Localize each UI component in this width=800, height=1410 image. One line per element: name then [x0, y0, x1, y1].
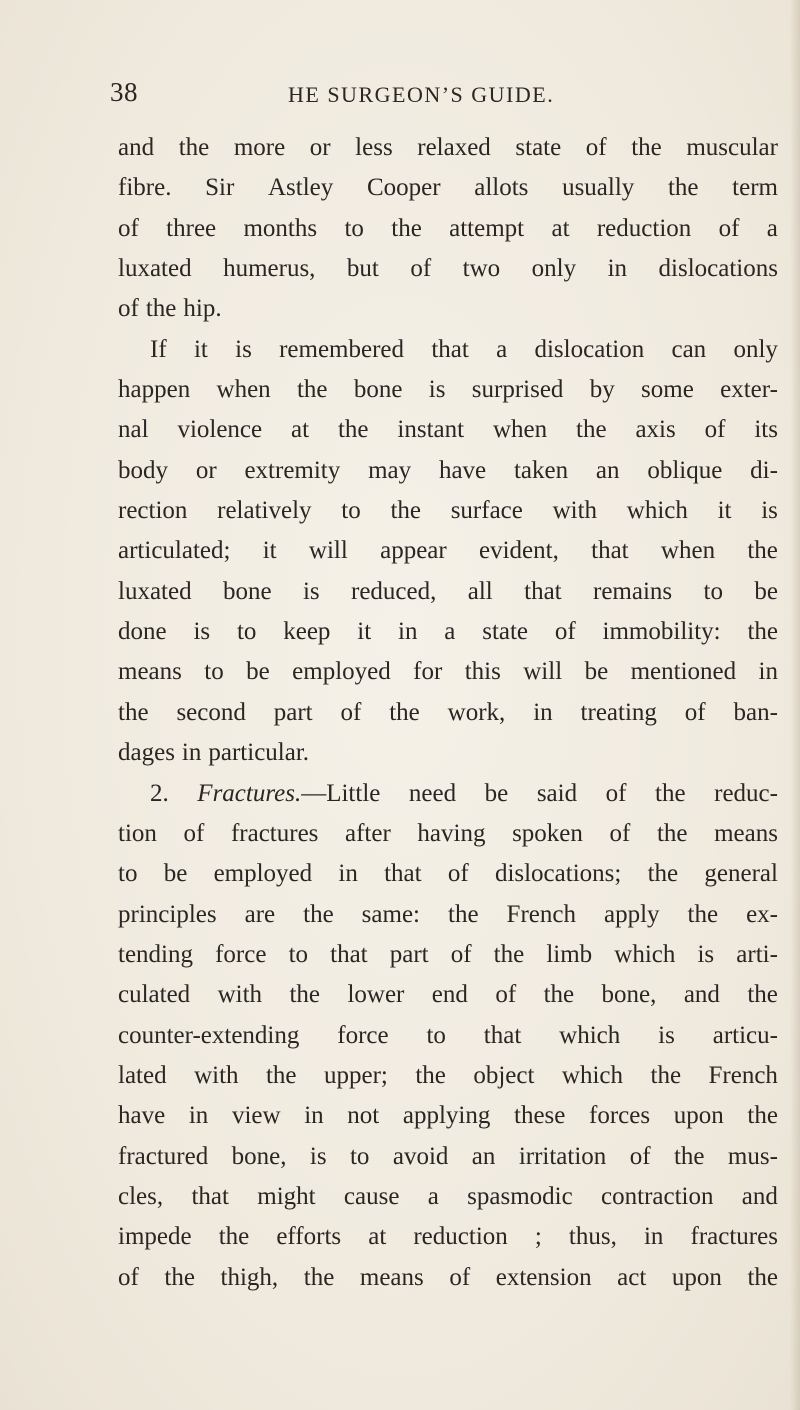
word: French [708, 1061, 778, 1089]
word: or [195, 456, 217, 484]
word: 2. [150, 779, 169, 807]
word: rection [118, 497, 188, 525]
word: contraction [601, 1182, 714, 1210]
word: bone [222, 577, 272, 605]
text-line [118, 1258, 778, 1298]
word: counter-extending [118, 1021, 300, 1049]
word: is [697, 940, 715, 968]
word: the [296, 376, 328, 404]
word: of [447, 860, 469, 888]
word: impede [118, 1223, 192, 1251]
word: upon [671, 1263, 722, 1291]
word: forces [589, 1102, 651, 1130]
word: of [449, 1263, 471, 1291]
word: and [683, 981, 720, 1009]
word: upon [673, 1102, 724, 1130]
word: have [118, 1102, 166, 1130]
word: dislocation [534, 335, 645, 363]
word: luxated [118, 255, 192, 283]
text-line [118, 370, 778, 410]
word: it [357, 618, 372, 646]
text-line [118, 1096, 778, 1136]
word: the [747, 618, 778, 646]
word: the [145, 295, 177, 323]
word: only [733, 335, 778, 363]
word: dislocations [658, 255, 778, 283]
word: surface [450, 497, 523, 525]
word: the [631, 134, 662, 161]
word: in [338, 860, 358, 888]
word: be [163, 860, 188, 888]
word: is [761, 497, 778, 525]
running-title: HE SURGEON’S GUIDE. [288, 82, 555, 107]
word: state [515, 134, 562, 161]
word: is [235, 335, 252, 363]
word: the [389, 698, 420, 726]
word: the [747, 1102, 778, 1130]
word: of [605, 779, 627, 807]
word: spasmodic [467, 1182, 573, 1210]
word: the [415, 1061, 446, 1089]
word: when [660, 537, 716, 565]
word: and [118, 134, 155, 161]
word: months [243, 214, 318, 242]
word: when [492, 416, 548, 444]
word: a [496, 335, 508, 363]
word: is [658, 1021, 675, 1049]
word: culated [118, 981, 191, 1009]
word: be [246, 658, 270, 686]
word: the [543, 981, 575, 1009]
word: Cooper [366, 174, 441, 202]
word: the [655, 779, 686, 807]
text-line [118, 895, 778, 935]
word: apply [603, 900, 660, 928]
word: Astley [267, 174, 334, 202]
word: it [262, 537, 277, 565]
word: lower [347, 981, 405, 1009]
word: tending [118, 940, 193, 968]
text-line [118, 733, 778, 773]
word: lated [118, 1061, 167, 1089]
word: need [408, 779, 457, 807]
word: the [218, 1223, 250, 1251]
word: term [732, 174, 778, 202]
word: of [118, 295, 139, 323]
word: of [340, 698, 362, 726]
word: fibre. [118, 174, 172, 202]
word: or [309, 134, 331, 161]
word: the [391, 214, 422, 242]
word: to [118, 860, 138, 888]
word: for [413, 658, 443, 686]
word: in [758, 658, 778, 686]
word: in [304, 1102, 324, 1130]
word: the [448, 900, 479, 928]
word: reduction [413, 1223, 508, 1251]
word: the [576, 416, 607, 444]
word: the [687, 900, 719, 928]
word: to [204, 658, 224, 686]
text-line [118, 410, 778, 450]
word: French [506, 900, 576, 928]
word: force [215, 940, 267, 968]
word: reduc- [714, 779, 778, 807]
word: at [368, 1223, 387, 1251]
word: articu- [712, 1021, 778, 1049]
word: employed [213, 860, 313, 888]
word: the [656, 819, 688, 847]
word: humerus, [223, 255, 316, 283]
word: that [431, 335, 469, 363]
text-line [118, 168, 778, 208]
word: attempt [449, 214, 525, 242]
word: spoken [512, 819, 583, 847]
word: it [193, 335, 208, 363]
word: thigh, [220, 1263, 279, 1291]
word: two [462, 255, 501, 283]
word: exter- [720, 376, 778, 404]
word: particular. [208, 739, 310, 767]
word: with [552, 497, 598, 525]
word: the [747, 981, 778, 1009]
word: applying [402, 1102, 491, 1130]
word: the [118, 698, 149, 726]
word: part [273, 698, 313, 726]
word: act [617, 1263, 647, 1291]
word: the [303, 900, 334, 928]
word: avoid [392, 1142, 449, 1170]
word: appear [380, 537, 447, 565]
word: of [118, 214, 139, 242]
text-line [118, 1177, 778, 1217]
word: bone [353, 376, 403, 404]
text-line [118, 774, 778, 814]
word: are [244, 900, 276, 928]
word: nal [118, 416, 149, 444]
word: efforts [276, 1223, 342, 1251]
word: luxated [118, 577, 192, 605]
word: the [650, 1061, 682, 1089]
word: mus- [727, 1142, 778, 1170]
word: with [217, 981, 263, 1009]
word: the [747, 537, 778, 565]
word: have [438, 456, 487, 484]
word: and [741, 1182, 778, 1210]
word: of [450, 940, 472, 968]
word: to [288, 940, 309, 968]
word: remains [593, 577, 673, 605]
word: surprised [471, 376, 564, 404]
section-heading-word: Fractures. [197, 779, 302, 807]
word: arti- [736, 940, 778, 968]
word: be [754, 577, 778, 605]
word: remembered [279, 335, 405, 363]
word: means [714, 819, 778, 847]
word: happen [118, 376, 191, 404]
word: done [118, 618, 167, 646]
word: force [337, 1021, 389, 1049]
text-line [118, 935, 778, 975]
word: in [188, 1102, 209, 1130]
word: this [464, 658, 501, 686]
text-line [118, 612, 778, 652]
word: with [194, 1061, 239, 1089]
word: employed [292, 658, 391, 686]
word: only [531, 255, 577, 283]
text-line [118, 1016, 778, 1056]
word: of [183, 819, 205, 847]
word: articulated; [118, 537, 231, 565]
word: instant [397, 416, 465, 444]
word: the [289, 981, 321, 1009]
word: the [673, 1142, 705, 1170]
word: cles, [118, 1182, 164, 1210]
word: a [444, 618, 456, 646]
word: to [349, 1142, 370, 1170]
text-line [118, 128, 778, 168]
word: can [671, 335, 707, 363]
word: treating [580, 698, 657, 726]
word: a [427, 1182, 439, 1210]
word: all [467, 577, 493, 605]
word: less [355, 134, 393, 161]
word: body [118, 456, 168, 484]
word: by [589, 376, 615, 404]
word: the [493, 940, 525, 968]
word: ex- [746, 900, 778, 928]
word: means [359, 1263, 424, 1291]
word: If [150, 335, 167, 363]
word: is [428, 376, 446, 404]
word: in [607, 255, 628, 283]
text-line [118, 814, 778, 854]
word: extremity [244, 456, 341, 484]
text-line [118, 249, 778, 289]
word: the [265, 1061, 297, 1089]
word: reduction [596, 214, 692, 242]
word: principles [118, 900, 217, 928]
word: which [561, 1061, 624, 1089]
word: of [718, 214, 740, 242]
word: of [684, 698, 706, 726]
word: second [176, 698, 246, 726]
word: same: [361, 900, 420, 928]
word: might [257, 1182, 316, 1210]
section-heading [197, 774, 380, 814]
word: said [536, 779, 578, 807]
word: the [647, 860, 679, 888]
word: keep [283, 618, 331, 646]
word: that [591, 537, 629, 565]
word: an [471, 1142, 496, 1170]
word: in [643, 1223, 664, 1251]
word: will [523, 658, 563, 686]
word: axis [635, 416, 676, 444]
text-line [118, 330, 778, 370]
word: work, [447, 698, 506, 726]
word: irritation [518, 1142, 607, 1170]
word: tion [118, 819, 157, 847]
text-line [118, 209, 778, 249]
word: limb [546, 940, 593, 968]
word: the [667, 174, 699, 202]
word: in [181, 739, 202, 767]
word: that [191, 1182, 229, 1210]
word: in [398, 618, 418, 646]
word: —Little [301, 779, 381, 807]
word: means [118, 658, 182, 686]
word: Sir [205, 174, 235, 202]
word: to [426, 1021, 446, 1049]
word: of [585, 134, 607, 161]
word: extension [495, 1263, 592, 1291]
word: in [533, 698, 553, 726]
word: which [559, 1021, 621, 1049]
word: but [346, 255, 379, 283]
text-line [118, 289, 778, 329]
word: of [410, 255, 432, 283]
word: bone, [601, 981, 657, 1009]
word: allots [474, 174, 529, 202]
word: that [524, 577, 562, 605]
word: is [309, 1142, 327, 1170]
text-line [118, 451, 778, 491]
word: be [584, 658, 609, 686]
word: upper; [324, 1061, 388, 1089]
word: its [754, 416, 778, 444]
text-line [118, 975, 778, 1015]
word: that [330, 940, 368, 968]
word: immobility: [602, 618, 721, 646]
word: violence [177, 416, 263, 444]
body-text [118, 128, 778, 1298]
word: after [345, 819, 391, 847]
word: not [347, 1102, 380, 1130]
word: an [595, 456, 620, 484]
word: more [233, 134, 286, 161]
text-line [118, 1056, 778, 1096]
word: relaxed [417, 134, 491, 161]
word: of [118, 1263, 139, 1291]
word: fractures [690, 1223, 778, 1251]
word: ban- [733, 698, 778, 726]
word: fractures [230, 819, 319, 847]
word: to [344, 214, 364, 242]
word: dages [118, 739, 175, 767]
word: is [193, 618, 211, 646]
word: some [641, 376, 694, 404]
word: general [704, 860, 778, 888]
text-line [118, 652, 778, 692]
word: at [551, 214, 570, 242]
word: at [291, 416, 310, 444]
text-line [118, 1217, 778, 1257]
word: bone, [231, 1142, 287, 1170]
word: three [166, 214, 217, 242]
text-line [118, 491, 778, 531]
running-head [110, 77, 710, 117]
word: that [384, 860, 422, 888]
word: fractured [118, 1142, 209, 1170]
word: may [368, 456, 412, 484]
text-line [118, 1137, 778, 1177]
word: usually [562, 174, 635, 202]
word: the [164, 1263, 195, 1291]
text-line [118, 693, 778, 733]
word: part [389, 940, 429, 968]
word: the [303, 1263, 335, 1291]
word: it [717, 497, 732, 525]
word: is [302, 577, 320, 605]
word: mentioned [630, 658, 737, 686]
word: oblique [647, 456, 723, 484]
word: the [390, 497, 421, 525]
word: which [614, 940, 676, 968]
word: thus, [568, 1223, 617, 1251]
word: reduced, [351, 577, 437, 605]
word: a [766, 214, 778, 242]
text-line [118, 531, 778, 571]
word: evident, [479, 537, 559, 565]
word: to [703, 577, 723, 605]
word: to [341, 497, 361, 525]
word: of [629, 1142, 651, 1170]
word: di- [750, 456, 778, 484]
word: of [495, 981, 517, 1009]
word: object [473, 1061, 535, 1089]
word: be [484, 779, 509, 807]
word: end [431, 981, 468, 1009]
page-number: 38 [110, 77, 138, 107]
word: of [609, 819, 631, 847]
word: ; [534, 1223, 542, 1251]
word: hip. [183, 295, 222, 323]
word: cause [343, 1182, 400, 1210]
text-line [118, 572, 778, 612]
word: view [231, 1102, 281, 1130]
word: dislocations; [494, 860, 622, 888]
word: will [308, 537, 348, 565]
word: having [417, 819, 486, 847]
word: the [337, 416, 369, 444]
word: these [514, 1102, 566, 1130]
word: of [704, 416, 726, 444]
text-line [118, 854, 778, 894]
word: muscular [686, 134, 778, 161]
word: that [483, 1021, 522, 1049]
page-edge-shadow [790, 0, 800, 1410]
word: when [216, 376, 271, 404]
word: the [178, 134, 210, 161]
word: of [554, 618, 576, 646]
word: state [482, 618, 529, 646]
word: relatively [217, 497, 312, 525]
word: to [236, 618, 257, 646]
word: taken [513, 456, 569, 484]
word: the [747, 1263, 778, 1291]
word: which [626, 497, 688, 525]
